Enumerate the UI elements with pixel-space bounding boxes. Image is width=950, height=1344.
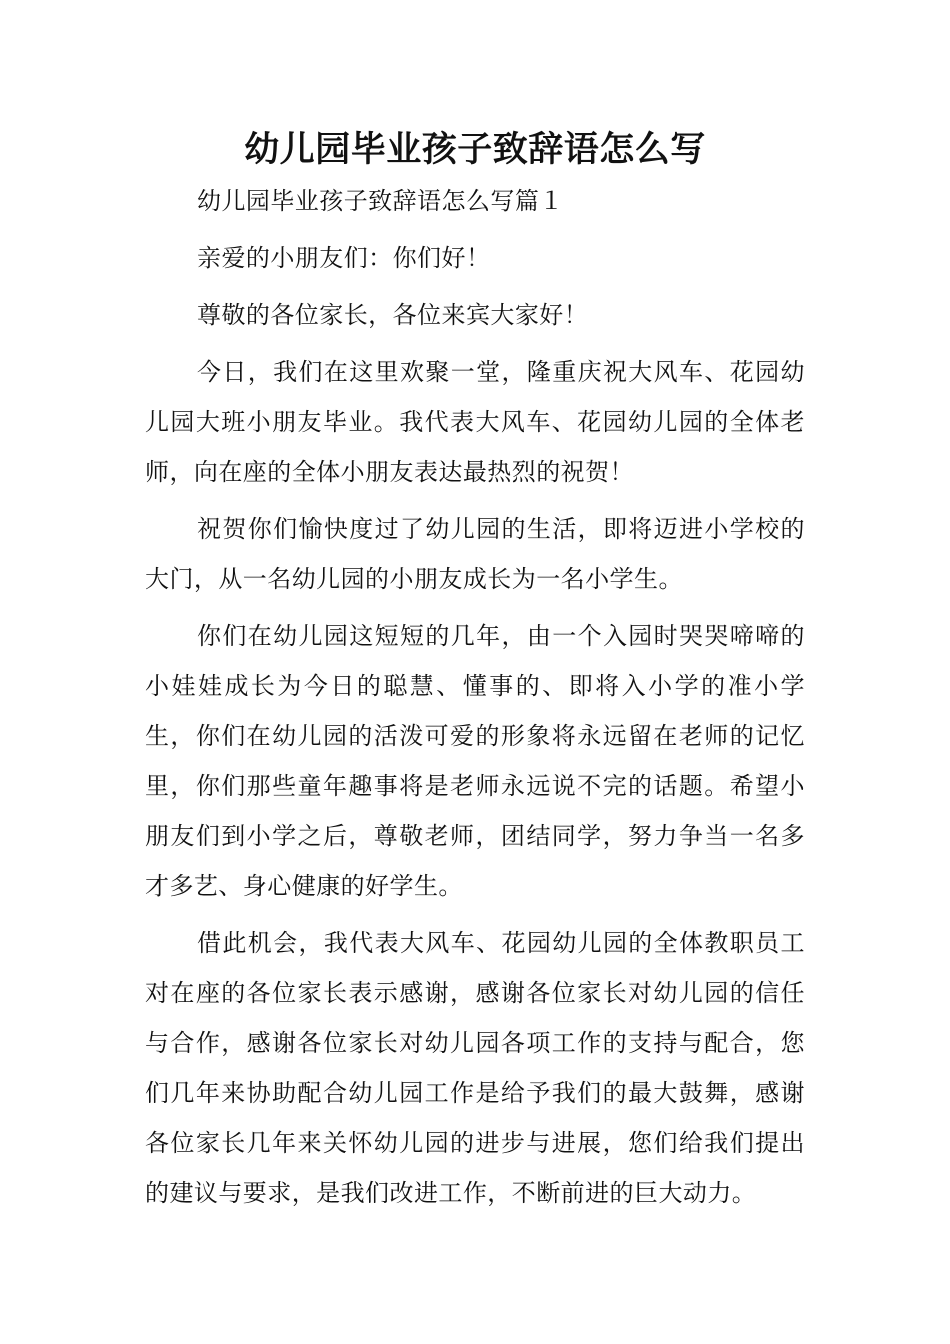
paragraph-growth-wishes: 你们在幼儿园这短短的几年，由一个入园时哭哭啼啼的小娃娃成长为今日的聪慧、懂事的、即将入小学的准小学生，你们在幼儿园的活泼可爱的形象将永远留在老师的记忆里，你们那些童年趣事将是老师永远说不完的话题。希望小朋友们到小学之后，尊敬老师，团结同学，努力争当一名多才多艺、身心健康的好学生。 [145,622,805,900]
paragraph-celebration: 今日，我们在这里欢聚一堂，隆重庆祝大风车、花园幼儿园大班小朋友毕业。我代表大风车、花园幼儿园的全体老师，向在座的全体小朋友表达最热烈的祝贺！ [145,358,805,486]
document-body [145,176,805,1218]
greeting-children: 亲爱的小朋友们：你们好！ [197,244,491,272]
paragraph-thanks-parents: 借此机会，我代表大风车、花园幼儿园的全体教职员工对在座的各位家长表示感谢，感谢各位家长对幼儿园的信任与合作，感谢各位家长对幼儿园各项工作的支持与配合，您们几年来协助配合幼儿园工作是给予我们的最大鼓舞，感谢各位家长几年来关怀幼儿园的进步与进展，您们给我们提出的建议与要求，是我们改进工作，不断前进的巨大动力。 [145,929,805,1207]
paragraph-congratulations: 祝贺你们愉快度过了幼儿园的生活，即将迈进小学校的大门，从一名幼儿园的小朋友成长为一名小学生。 [145,515,805,593]
greeting-parents-guests: 尊敬的各位家长，各位来宾大家好！ [197,301,589,329]
document-title: 幼儿园毕业孩子致辞语怎么写 [244,130,706,170]
section-heading: 幼儿园毕业孩子致辞语怎么写篇１ [197,187,564,215]
